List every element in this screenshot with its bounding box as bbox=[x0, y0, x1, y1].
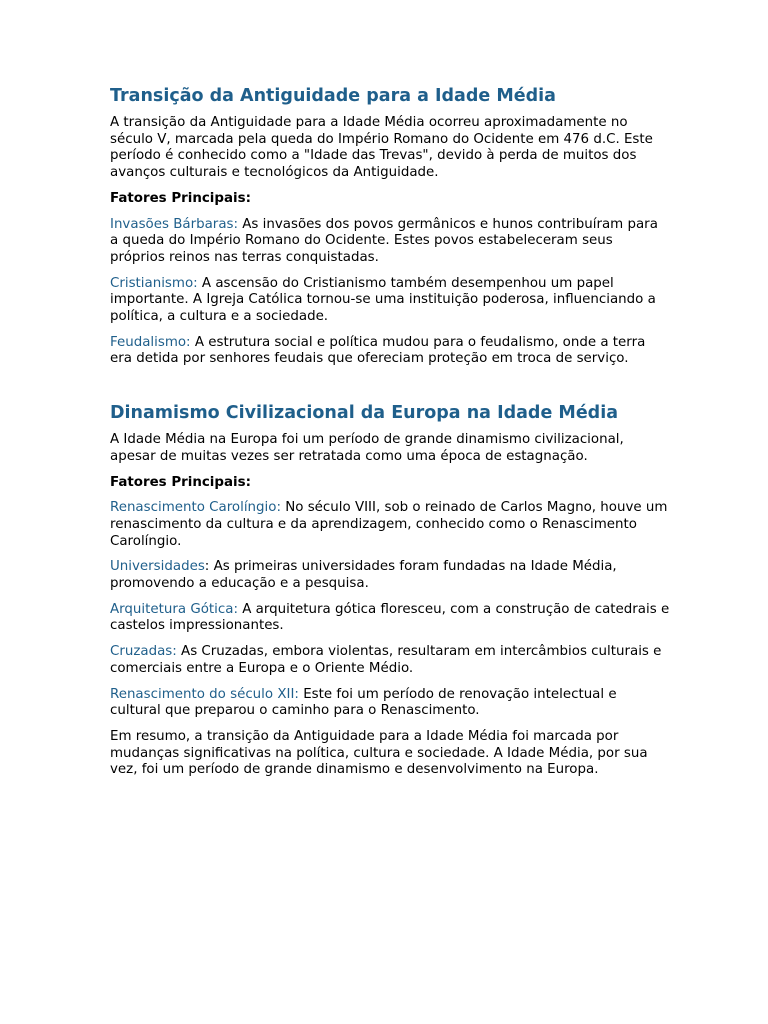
factor-term: Invasões Bárbaras: bbox=[110, 216, 239, 232]
factor-term: Universidades bbox=[110, 559, 205, 575]
factor-renascimento-carolingio bbox=[110, 500, 670, 550]
section-1-title: Transição da Antiguidade para a Idade Média bbox=[110, 86, 556, 106]
factor-text: No século VIII, sob o reinado de Carlos Magno, houve um renascimento da cultura e da aprendizagem, conhecido como o Renascimento Carolíngio. bbox=[110, 500, 668, 549]
factor-invasoes-barbaras bbox=[110, 217, 670, 267]
factor-text: Este foi um período de renovação intelectual e cultural que preparou o caminho para o Renascimento. bbox=[110, 686, 617, 719]
factor-text: As Cruzadas, embora violentas, resultaram em intercâmbios culturais e comerciais entre a Europa e o Oriente Médio. bbox=[110, 644, 662, 676]
factor-text: As invasões dos povos germânicos e hunos contribuíram para a queda do Império Romano do Ocidente. Estes povos estabeleceram seus próprios reinos nas terras conquistadas. bbox=[110, 216, 658, 265]
section-2-intro: A Idade Média na Europa foi um período de grande dinamismo civilizacional, apesar de muitas vezes ser retratada como uma época de estagnação. bbox=[110, 432, 624, 464]
factor-term: Cruzadas: bbox=[110, 644, 177, 660]
factor-text: A ascensão do Cristianismo também desempenhou um papel importante. A Igreja Católica tornou-se uma instituição poderosa, influenciando a política, a cultura e a sociedade. bbox=[110, 275, 656, 325]
section-2-title: Dinamismo Civilizacional da Europa na Idade Média bbox=[110, 403, 619, 424]
factor-term: Renascimento do século XII: bbox=[110, 686, 299, 702]
factor-universidades bbox=[110, 559, 670, 592]
factor-cruzadas bbox=[110, 644, 670, 677]
factor-renascimento-seculo-xii bbox=[110, 687, 670, 720]
section-1-factors-heading: Fatores Principais: bbox=[110, 190, 251, 206]
factor-term: Feudalismo: bbox=[110, 334, 191, 350]
factor-cristianismo bbox=[110, 276, 670, 326]
section-1-intro: A transição da Antiguidade para a Idade Média ocorreu aproximadamente no século V, marcada pela queda do Império Romano do Ocidente em 476 d.C. Este período é conhecido como a "Idade das Trevas", devido à perda de muitos dos avanços culturais e tecnológicos da Antiguidade. bbox=[110, 115, 653, 181]
factor-text: A arquitetura gótica floresceu, com a construção de catedrais e castelos impressionantes. bbox=[110, 601, 670, 634]
factor-term: Cristianismo: bbox=[110, 275, 198, 291]
factor-term: Renascimento Carolíngio: bbox=[110, 500, 281, 516]
factor-arquitetura-gotica bbox=[110, 602, 670, 635]
conclusion-paragraph: Em resumo, a transição da Antiguidade para a Idade Média foi marcada por mudanças significativas na política, cultura e sociedade. A Idade Média, por sua vez, foi um período de grande dinamismo e desenvolvimento na Europa. bbox=[110, 728, 648, 778]
section-2-factors-heading: Fatores Principais: bbox=[110, 474, 251, 490]
factor-term: Arquitetura Gótica: bbox=[110, 601, 238, 617]
document-page bbox=[110, 84, 670, 788]
factor-text: : As primeiras universidades foram fundadas na Idade Média, promovendo a educação e a pesquisa. bbox=[110, 559, 617, 592]
factor-text: A estrutura social e política mudou para o feudalismo, onde a terra era detida por senhores feudais que ofereciam proteção em troca de serviço. bbox=[110, 334, 646, 367]
factor-feudalismo bbox=[110, 335, 670, 368]
